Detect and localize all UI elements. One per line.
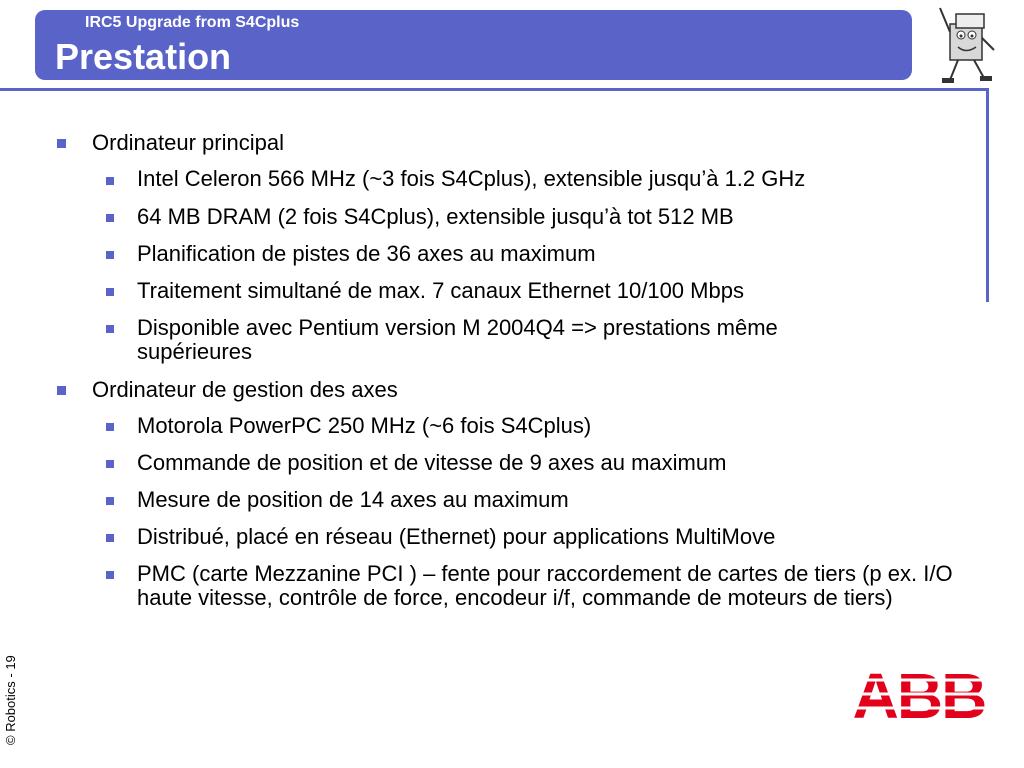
bullet-marker-icon	[106, 423, 114, 431]
list-item: PMC (carte Mezzanine PCI ) – fente pour raccordement de cartes de tiers (p ex. I/O haute vitesse, contrôle de force, encodeur i/f, commande de moteurs de tiers)	[137, 561, 953, 610]
bullet-marker-icon	[106, 251, 114, 259]
bullet-marker-icon	[106, 497, 114, 505]
abb-logo	[852, 666, 986, 722]
bullet-marker-icon	[106, 571, 114, 579]
bullet-marker-icon	[106, 177, 114, 185]
bullet-marker-icon	[106, 460, 114, 468]
list-item: Distribué, placé en réseau (Ethernet) pour applications MultiMove	[137, 524, 776, 549]
footer-label: © Robotics - 19	[3, 655, 18, 745]
list-item: Disponible avec Pentium version M 2004Q4 => prestations même supérieures	[137, 315, 778, 364]
list-item: Motorola PowerPC 250 MHz (~6 fois S4Cplus)	[137, 413, 592, 438]
abb-logo-text: ABB	[852, 666, 986, 722]
list-item: Traitement simultané de max. 7 canaux Ethernet 10/100 Mbps	[137, 278, 744, 303]
list-item: Commande de position et de vitesse de 9 axes au maximum	[137, 450, 727, 475]
bullet-marker-icon	[106, 288, 114, 296]
list-item: Mesure de position de 14 axes au maximum	[137, 487, 569, 512]
bullet-marker-icon	[57, 139, 66, 148]
slide-title: Prestation	[55, 36, 232, 77]
bullet-marker-icon	[106, 534, 114, 542]
list-item: Planification de pistes de 36 axes au maximum	[137, 241, 596, 266]
list-item: 64 MB DRAM (2 fois S4Cplus), extensible jusqu’à tot 512 MB	[137, 204, 734, 229]
list-item: Intel Celeron 566 MHz (~3 fois S4Cplus), extensible jusqu’à 1.2 GHz	[137, 166, 806, 191]
bullet-marker-icon	[106, 214, 114, 222]
bullet-marker-icon	[106, 325, 114, 333]
presentation-subtitle: IRC5 Upgrade from S4Cplus	[85, 14, 300, 31]
section-heading: Ordinateur principal	[92, 130, 284, 155]
section-heading: Ordinateur de gestion des axes	[92, 377, 398, 402]
bullet-marker-icon	[57, 386, 66, 395]
